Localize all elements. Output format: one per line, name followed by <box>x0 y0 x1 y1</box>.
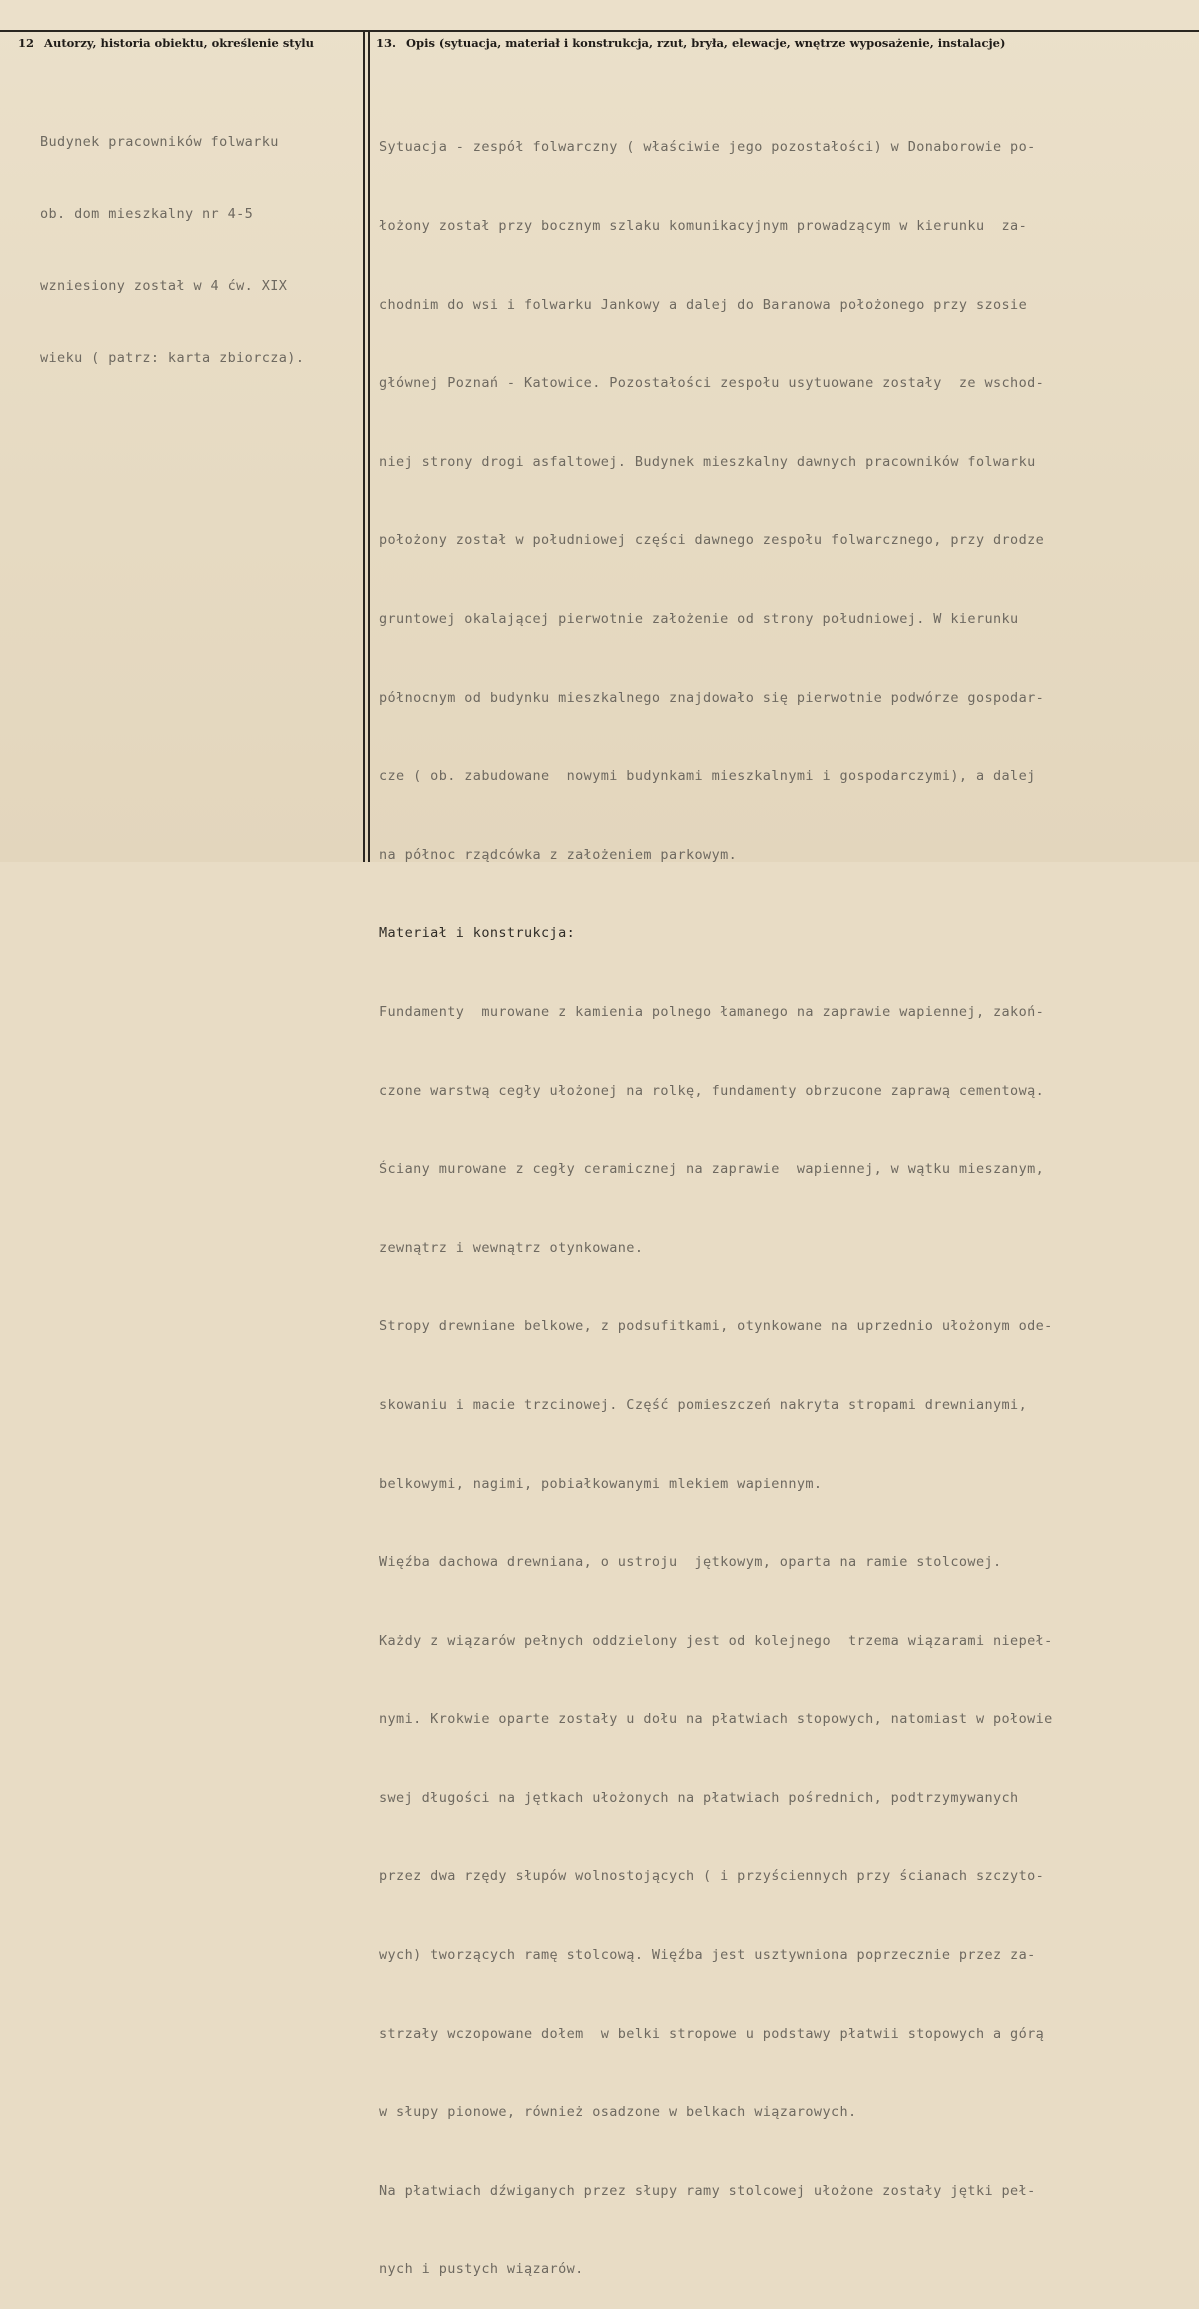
section-12-title: Autorzy, historia obiektu, określenie stylu <box>44 36 315 50</box>
description-text <box>379 82 1053 2309</box>
text-line: belkowymi, nagimi, pobiałkowanymi mlekiem wapiennym. <box>379 1475 823 1492</box>
text-line: zewnątrz i wewnątrz otynkowane. <box>379 1239 644 1256</box>
text-line: północnym od budynku mieszkalnego znajdowało się pierwotnie podwórze gospodar- <box>379 689 1045 706</box>
section-13-number: 13. <box>376 36 397 50</box>
text-line: ob. dom mieszkalny nr 4-5 <box>40 206 254 222</box>
text-line: chodnim do wsi i folwarku Jankowy a dalej do Baranowa położonego przy szosie <box>379 296 1028 313</box>
text-line: wych) tworzących ramę stolcową. Więźba jest usztywniona poprzecznie przez za- <box>379 1947 1036 1964</box>
text-line: Więźba dachowa drewniana, o ustroju jętkowym, oparta na ramie stolcowej. <box>379 1554 1002 1571</box>
authors-history-text <box>40 82 304 394</box>
text-line: położony został w południowej części dawnego zespołu folwarcznego, przy drodze <box>379 532 1045 549</box>
text-line: gruntowej okalającej pierwotnie założenie od strony południowej. W kierunku <box>379 610 1019 627</box>
text-line: głównej Poznań - Katowice. Pozostałości zespołu usytuowane zostały ze wschod- <box>379 375 1045 392</box>
text-line: Stropy drewniane belkowe, z podsufitkami, otynkowane na uprzednio ułożonym ode- <box>379 1318 1053 1335</box>
text-line: wieku ( patrz: karta zbiorcza). <box>40 350 305 366</box>
text-line: swej długości na jętkach ułożonych na płatwiach pośrednich, podtrzymywanych <box>379 1789 1019 1806</box>
section-13-header <box>376 36 1005 50</box>
text-line: Ściany murowane z cegły ceramicznej na zaprawie wapiennej, w wątku mieszanym, <box>379 1161 1045 1178</box>
text-line: nych i pustych wiązarów. <box>379 2261 584 2278</box>
text-line: nymi. Krokwie oparte zostały u dołu na płatwiach stopowych, natomiast w połowie <box>379 1711 1053 1728</box>
text-line: niej strony drogi asfaltowej. Budynek mieszkalny dawnych pracowników folwarku <box>379 453 1036 470</box>
section-12-number: 12 <box>18 36 35 50</box>
text-line: Sytuacja - zespół folwarczny ( właściwie jego pozostałości) w Donaborowie po- <box>379 139 1036 156</box>
text-line: przez dwa rzędy słupów wolnostojących ( i przyściennych przy ścianach szczyto- <box>379 1868 1045 1885</box>
text-line: Każdy z wiązarów pełnych oddzielony jest od kolejnego trzema wiązarami niepeł- <box>379 1632 1053 1649</box>
text-line: wzniesiony został w 4 ćw. XIX <box>40 278 288 294</box>
section-12-header <box>18 36 314 50</box>
text-line: na północ rządcówka z założeniem parkowym. <box>379 846 738 863</box>
text-line: cze ( ob. zabudowane nowymi budynkami mieszkalnymi i gospodarczymi), a dalej <box>379 768 1036 785</box>
column-divider-left <box>363 30 365 862</box>
subheading-material: Materiał i konstrukcja: <box>379 925 576 942</box>
header-rule <box>0 30 1199 32</box>
column-divider-right <box>368 30 370 862</box>
text-line: czone warstwą cegły ułożonej na rolkę, fundamenty obrzucone zaprawą cementową. <box>379 1082 1045 1099</box>
text-line: w słupy pionowe, również osadzone w belkach wiązarowych. <box>379 2104 857 2121</box>
text-line: Fundamenty murowane z kamienia polnego łamanego na zaprawie wapiennej, zakoń- <box>379 1003 1045 1020</box>
text-line: strzały wczopowane dołem w belki stropowe u podstawy płatwii stopowych a górą <box>379 2025 1045 2042</box>
section-13-title: Opis (sytuacja, materiał i konstrukcja, rzut, bryła, elewacje, wnętrze wyposażenie, instalacje) <box>406 36 1006 50</box>
text-line: skowaniu i macie trzcinowej. Część pomieszczeń nakryta stropami drewnianymi, <box>379 1396 1028 1413</box>
text-line: Budynek pracowników folwarku <box>40 134 279 150</box>
text-line: łożony został przy bocznym szlaku komunikacyjnym prowadzącym w kierunku za- <box>379 218 1028 234</box>
text-line: Na płatwiach dźwiganych przez słupy ramy stolcowej ułożone zostały jętki peł- <box>379 2182 1036 2199</box>
